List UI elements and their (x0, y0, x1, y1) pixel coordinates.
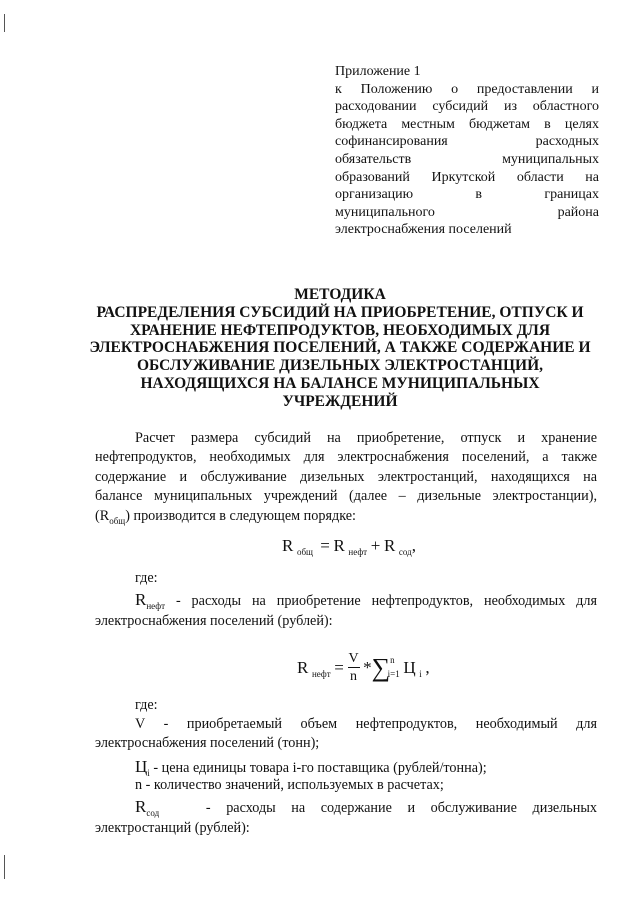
where-label-2: где: (135, 697, 158, 713)
title-line: НАХОДЯЩИХСЯ НА БАЛАНСЕ МУНИЦИПАЛЬНЫХ (140, 374, 540, 392)
where-label: где: (135, 570, 158, 586)
appendix-line: к Положению о предоставлении и (335, 81, 599, 97)
formula-total: R $_{общ}$ = R $_{нефт}$ + R $_{сод}$, (282, 536, 416, 557)
def-fuel (95, 590, 597, 632)
intro-last-sub: общ (109, 515, 126, 526)
def-price: $Ц_i$ - цена единицы товара i-го поставщика (рублей/тонна); (135, 757, 487, 778)
intro-last-line (95, 507, 597, 527)
title-line: ОБСЛУЖИВАНИЕ ДИЗЕЛЬНЫХ ЭЛЕКТРОСТАНЦИЙ, (136, 357, 544, 375)
def-fuel-line1: $R_{нефт}$ - расходы на приобретение нефтепродуктов, необходимых для (135, 590, 598, 611)
title-line: УЧРЕЖДЕНИЙ (282, 392, 398, 410)
formula-fuel: R $_{нефт}$ = $\frac{V}{n}$ *∑$^n_{i=1}$ Ц $_i$ , (297, 651, 430, 685)
appendix-line: Приложение 1 (335, 64, 421, 79)
appendix-line: обязательств муниципальных (335, 151, 599, 167)
title-line: ЭЛЕКТРОСНАБЖЕНИЯ ПОСЕЛЕНИЙ, А ТАКЖЕ СОДЕРЖАНИЕ И (89, 339, 591, 357)
intro-line: Расчет размера субсидий на приобретение, отпуск и хранение (135, 430, 597, 446)
intro-line: содержание и обслуживание дизельных электростанций, находящихся на (95, 468, 597, 485)
appendix-line: организацию в границах (335, 187, 599, 203)
intro-last-post: ) производится в следующем порядке: (125, 507, 356, 524)
def-maint-line2: электростанций (рублей): (95, 820, 250, 837)
fraction: $\frac{V}{n}$ (348, 651, 359, 685)
sigma-symbol: ∑ (371, 653, 391, 682)
def-count: n - количество значений, используемых в расчетах; (135, 777, 444, 793)
appendix-line: электроснабжения поселений (335, 222, 512, 238)
margin-line-bottom (4, 855, 5, 879)
margin-line-top (4, 14, 5, 32)
intro-line: балансе муниципальных учреждений (далее – дизельные электростанции), (95, 488, 597, 505)
def-volume-line2: электроснабжения поселений (тонн); (95, 735, 320, 752)
appendix-line: образований Иркутской области на (335, 169, 599, 185)
title-line: МЕТОДИКА (294, 286, 386, 303)
appendix-line: софинансирования расходных (335, 134, 599, 150)
def-maintenance (95, 797, 597, 839)
def-fuel-line2: электроснабжения поселений (рублей): (95, 613, 333, 630)
appendix-line: бюджета местным бюджетам в целях (335, 116, 599, 132)
appendix-line: муниципального района (335, 204, 599, 220)
intro-last-pre: (R (95, 507, 110, 524)
appendix-line: расходовании субсидий из областного (335, 99, 599, 115)
document-title (85, 286, 595, 411)
def-maint-line1: $R_{сод}$ - расходы на содержание и обслуживание дизельных (135, 797, 597, 818)
def-volume (95, 715, 597, 754)
title-line: РАСПРЕДЕЛЕНИЯ СУБСИДИЙ НА ПРИОБРЕТЕНИЕ, ОТПУСК И (96, 303, 584, 321)
intro-line: нефтепродуктов, необходимых для электроснабжения поселений, а также (95, 449, 597, 466)
appendix-header (335, 63, 599, 239)
intro-paragraph (95, 429, 597, 527)
def-volume-line1: V - приобретаемый объем нефтепродуктов, необходимый для (135, 716, 597, 732)
title-line: ХРАНЕНИЕ НЕФТЕПРОДУКТОВ, НЕОБХОДИМЫХ ДЛЯ (129, 321, 551, 339)
